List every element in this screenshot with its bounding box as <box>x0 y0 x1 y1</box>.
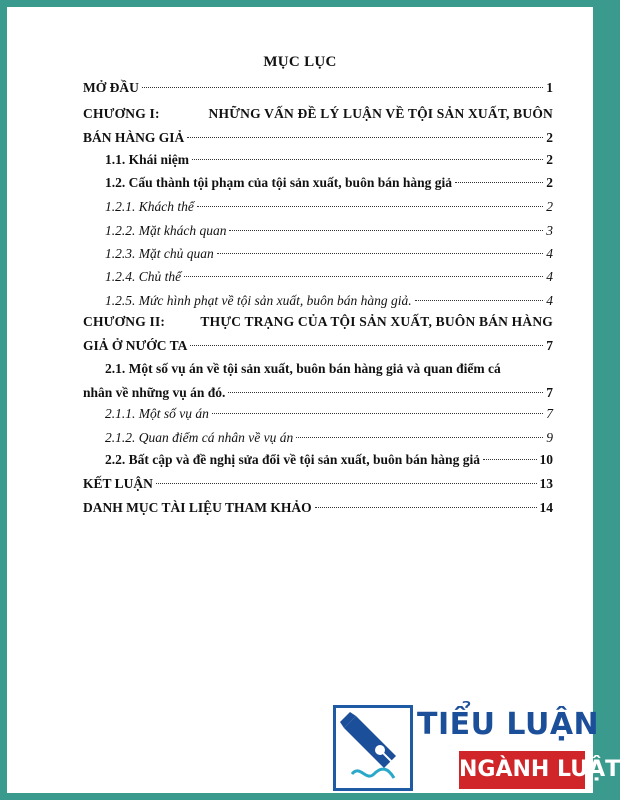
toc-page-number: 7 <box>546 338 553 353</box>
dot-leader <box>184 276 543 277</box>
toc-entry-text: MỞ ĐẦU <box>83 80 139 95</box>
toc-entry-text: 1.2.1. Khách thể <box>105 199 194 214</box>
chapter-title-line1: THỰC TRẠNG CỦA TỘI SẢN XUẤT, BUÔN BÁN HÀNG <box>200 314 553 329</box>
toc-entry-2-2[interactable] <box>105 449 553 471</box>
toc-entry-line1: 2.1. Một số vụ án về tội sản xuất, buôn bán hàng giả và quan điểm cá <box>105 361 501 376</box>
dot-leader <box>315 507 537 508</box>
toc-entry-text: 1.2.2. Mặt khách quan <box>105 223 227 238</box>
dot-leader <box>212 413 543 414</box>
toc-entry-text: nhân về những vụ án đó. <box>83 385 226 400</box>
dot-leader <box>197 206 543 207</box>
toc-page-number: 2 <box>546 175 553 190</box>
toc-page-number: 2 <box>546 199 553 214</box>
toc-entry-1-2-3[interactable] <box>105 243 553 265</box>
chapter-title-line1: NHỮNG VẤN ĐỀ LÝ LUẬN VỀ TỘI SẢN XUẤT, BUÔN <box>208 106 553 121</box>
toc-entry-text: 2.1.1. Một số vụ án <box>105 406 209 421</box>
toc-entry-chapter-1[interactable] <box>83 102 553 150</box>
toc-page-number: 9 <box>546 430 553 445</box>
toc-page-number: 2 <box>546 130 553 145</box>
toc-entry-2-1[interactable] <box>83 357 553 405</box>
toc-entry-1-2-2[interactable] <box>105 220 553 242</box>
dot-leader <box>229 230 543 231</box>
toc-page-number: 3 <box>546 223 553 238</box>
toc-entry-text: BÁN HÀNG GIẢ <box>83 130 185 145</box>
dot-leader <box>190 345 543 346</box>
toc-page-number: 2 <box>546 152 553 167</box>
toc-entry-text: 1.2.5. Mức hình phạt về tội sản xuất, buôn bán hàng giả. <box>105 293 412 308</box>
dot-leader <box>296 437 543 438</box>
toc-entry-chapter-2[interactable] <box>83 310 553 358</box>
dot-leader <box>483 459 537 460</box>
toc-page-number: 7 <box>546 406 553 421</box>
pen-nib-icon <box>333 705 413 791</box>
dot-leader <box>142 87 543 88</box>
dot-leader <box>156 483 537 484</box>
dot-leader <box>217 253 544 254</box>
toc-entry-1-1[interactable] <box>105 149 553 171</box>
toc-entry-text: 1.2.4. Chủ thể <box>105 269 182 284</box>
chapter-label: CHƯƠNG I: <box>83 106 160 121</box>
toc-page-number: 4 <box>546 293 553 308</box>
toc-entry-1-2[interactable] <box>105 172 553 194</box>
chapter-label: CHƯƠNG II: <box>83 314 166 329</box>
toc-entry-text: DANH MỤC TÀI LIỆU THAM KHẢO <box>83 500 312 515</box>
toc-entry-2-1-1[interactable] <box>105 403 553 425</box>
dot-leader <box>228 392 543 393</box>
toc-entry-text: 1.2. Cấu thành tội phạm của tội sản xuất, buôn bán hàng giả <box>105 175 452 190</box>
toc-page-number: 1 <box>546 80 553 95</box>
toc-page-number: 4 <box>546 269 553 284</box>
toc-entry-2-1-2[interactable] <box>105 427 553 449</box>
dot-leader <box>192 159 543 160</box>
dot-leader <box>455 182 543 183</box>
brand-logo <box>325 697 620 797</box>
toc-entry-text: 2.1.2. Quan điểm cá nhân về vụ án <box>105 430 294 445</box>
logo-text-bottom: NGÀNH LUẬT <box>459 751 585 789</box>
toc-entry-text: 1.2.3. Mặt chủ quan <box>105 246 214 261</box>
toc-entry-1-2-5[interactable] <box>105 290 553 312</box>
toc-entry-references[interactable] <box>83 497 553 519</box>
toc-title: MỤC LỤC <box>263 54 337 70</box>
toc-entry-1-2-1[interactable] <box>105 196 553 218</box>
logo-text-top: TIỂU LUẬN <box>417 707 600 742</box>
toc-entry-text: GIẢ Ở NƯỚC TA <box>83 338 188 353</box>
toc-page-number: 14 <box>539 500 553 515</box>
toc-page-number: 4 <box>546 246 553 261</box>
toc-page-number: 7 <box>546 385 553 400</box>
document-page <box>7 7 593 793</box>
toc-entry-text: 1.1. Khái niệm <box>105 152 190 167</box>
toc-page-number: 10 <box>539 452 553 467</box>
toc-entry-text: KẾT LUẬN <box>83 476 153 491</box>
toc-entry-text: 2.2. Bất cập và đề nghị sửa đổi về tội sản xuất, buôn bán hàng giả <box>105 452 480 467</box>
toc-page-number: 13 <box>539 476 553 491</box>
toc-entry-intro[interactable] <box>83 77 553 99</box>
dot-leader <box>415 300 544 301</box>
toc-entry-1-2-4[interactable] <box>105 266 553 288</box>
toc-entry-conclusion[interactable] <box>83 473 553 495</box>
dot-leader <box>187 137 543 138</box>
